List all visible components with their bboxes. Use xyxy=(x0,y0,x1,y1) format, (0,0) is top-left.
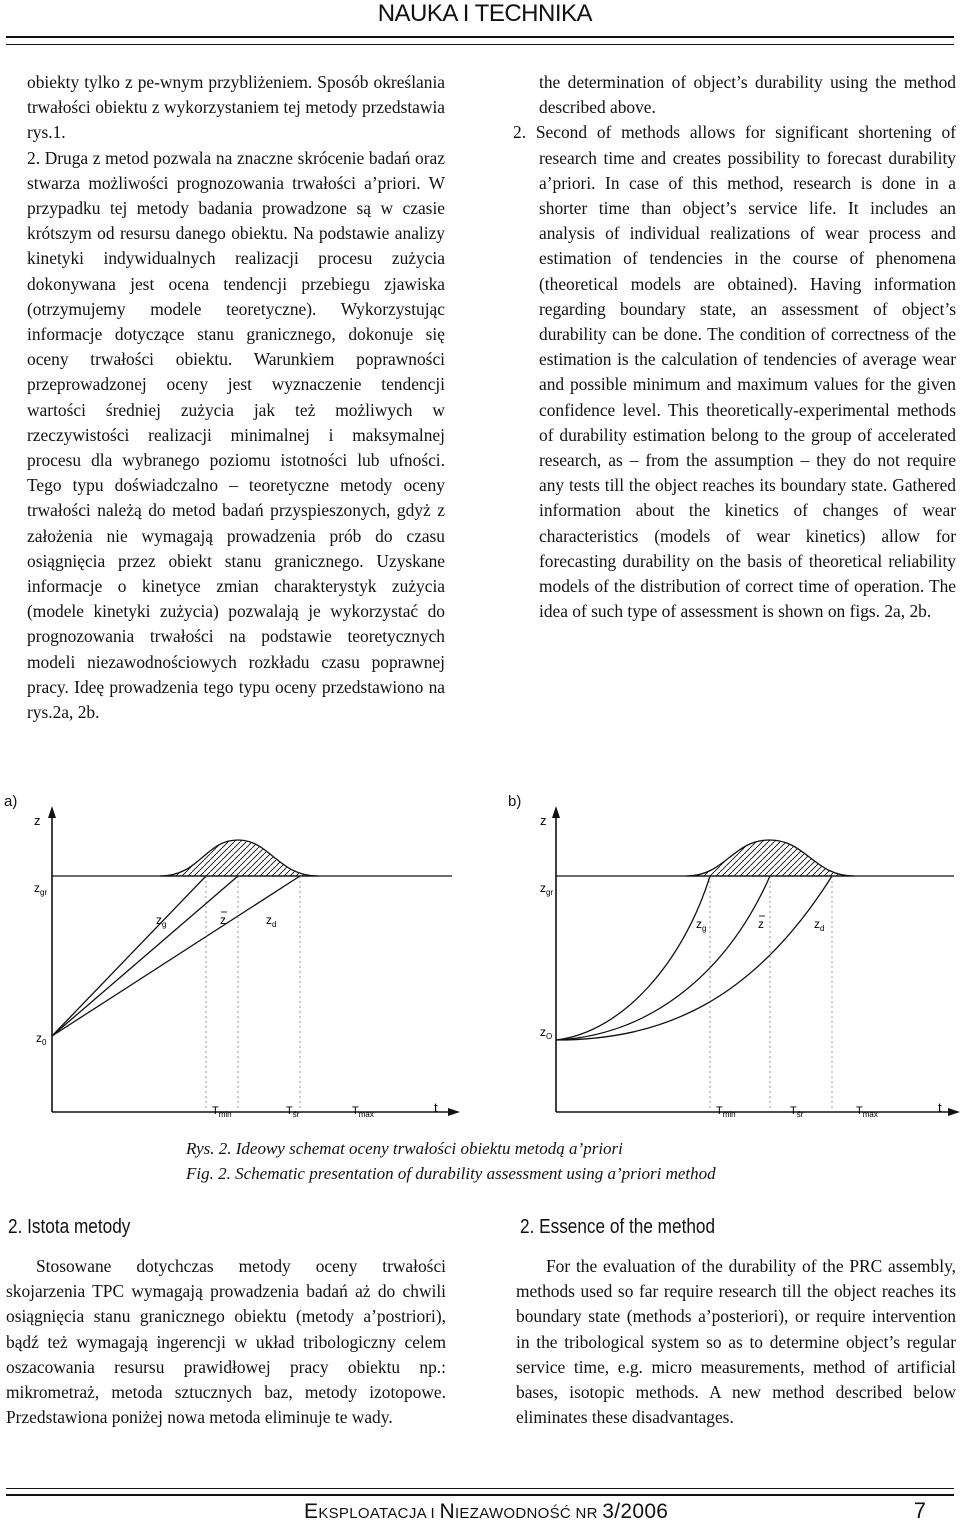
figure-panel-a xyxy=(0,800,460,1130)
tmax-label: T xyxy=(352,1105,359,1117)
svg-text:zd xyxy=(266,913,276,929)
z0-sub: 0 xyxy=(42,1038,47,1047)
panel-a-label: a) xyxy=(4,793,18,810)
z-axis-label: z xyxy=(34,813,41,828)
t-axis-label: t xyxy=(938,1100,942,1115)
svg-text:z0 xyxy=(36,1031,47,1047)
section-heading-pl: 2. Istota metody xyxy=(8,1216,131,1238)
svg-text:Tmax xyxy=(856,1105,878,1119)
tmax-sub: max xyxy=(358,1110,374,1119)
distribution-curve xyxy=(160,840,318,876)
zgr-label: z xyxy=(34,881,40,895)
curve-zg xyxy=(556,876,710,1040)
y-axis-arrow xyxy=(48,806,56,818)
svg-text:Tmin xyxy=(212,1105,232,1119)
svg-text:Tmin xyxy=(716,1105,736,1119)
distribution-curve xyxy=(686,840,854,876)
zbar-label: z xyxy=(758,917,764,931)
section-body-en-text: For the evaluation of the durability of the PRC assembly, methods used so far require research till the object reaches its boundary state (methods a’posteriori), or require intervention in the tribological system so as to determine object’s regular service time, e.g. micro measurements, method of artificial bases, isotopic methods. A new method described below eliminates these disadvantages. xyxy=(516,1256,956,1428)
x-axis-arrow xyxy=(448,1108,460,1116)
panel-b-label: b) xyxy=(508,793,522,810)
svg-text:zO xyxy=(540,1025,552,1041)
tmin-sub: min xyxy=(722,1110,736,1119)
zg-sub: g xyxy=(702,924,707,933)
section-body-en xyxy=(516,1254,956,1430)
section-body-pl-text: Stosowane dotychczas metody oceny trwałości skojarzenia TPC wymagają prowadzenia badań aż do chwili osiągnięcia stanu granicznego obiektu (metody a’postriori), bądź też wymagają ingerencji w układ tribologiczny celem oszacowania resursu prawidłowej pracy obiektu np.: mikrometraż, metoda sztucznych baz, metody izotopowe. Przedstawiona poniżej nowa metoda eliminuje te wady. xyxy=(6,1256,446,1428)
curve-zd xyxy=(556,876,832,1040)
line-zg xyxy=(52,876,206,1036)
zd-sub: d xyxy=(272,920,277,929)
footer-rule xyxy=(6,1488,954,1496)
page-number: 7 xyxy=(913,1498,926,1523)
section-heading-en: 2. Essence of the method xyxy=(520,1216,716,1238)
figure-caption xyxy=(186,1136,716,1186)
svg-text:z xyxy=(758,917,764,931)
svg-text:t xyxy=(938,1100,942,1115)
right-column-text xyxy=(513,70,956,624)
svg-text:z xyxy=(34,813,41,828)
svg-text:Tśr xyxy=(286,1105,300,1119)
line-zd xyxy=(52,876,300,1036)
y-axis-arrow xyxy=(552,806,560,818)
header-rule xyxy=(6,36,954,45)
tmin-label: T xyxy=(212,1105,219,1117)
line-zbar xyxy=(52,876,238,1036)
z0-label: z xyxy=(540,1025,546,1039)
tsr-sub: śr xyxy=(796,1110,804,1119)
zgr-sub: gr xyxy=(546,888,554,897)
left-paragraph-1: obiekty tylko z pe-wnym przybliżeniem. Sposób określania trwałości obiektu z wykorzystaniem tej metody przedstawia rys.1. xyxy=(27,72,445,143)
running-header: NAUKA I TECHNIKA xyxy=(377,0,592,27)
curve-zbar xyxy=(556,876,770,1040)
tmax-label: T xyxy=(856,1105,863,1117)
caption-en: Fig. 2. Schematic presentation of durability assessment using a’priori method xyxy=(186,1164,716,1183)
svg-text:Tmax xyxy=(352,1105,374,1119)
zd-label: z xyxy=(266,913,272,927)
zg-label: z xyxy=(696,917,702,931)
svg-text:zgr xyxy=(540,881,553,897)
z0-label: z xyxy=(36,1031,42,1045)
tsr-label: T xyxy=(790,1105,797,1117)
svg-text:zgr xyxy=(34,881,47,897)
left-column-text xyxy=(27,70,445,725)
left-paragraph-2: 2. Druga z metod pozwala na znaczne skrócenie badań oraz stwarza możliwości prognozowania trwałości a’priori. W przypadku tej metody badania prowadzone są w czasie krótszym od resursu danego obiektu. Na podstawie analizy kinetyki indywidualnych realizacji procesu zużycia dokonywana jest ocena tendencji przebiegu zjawiska (otrzymujemy modele teoretyczne). Wykorzystując informacje dotyczące stanu granicznego, dokonuje się oceny trwałości obiektu. Warunkiem poprawności przeprowadzonej oceny jest wyznaczenie tendencji wartości średniej zużycia jak też możliwych w rzeczywistości realizacji minimalnej i maksymalnej procesu dla wybranego poziomu istotności lub ufności. Tego typu doświadczalno – teoretyczne metody oceny trwałości należą do metod badań przyspieszonych, gdyż z założenia nie wymagają prowadzenia prób do czasu osiągnięcia przez obiekt stanu granicznego. Uzyskane informacje o kinetyce zmian charakterystyk zużycia (modele kinetyki zużycia) pozwalają je wykorzystać do prognozowania trwałości na podstawie teoretycznych modeli niezawodnościowych rozkładu czasu poprawnej pracy. Ideę prowadzenia tego typu oceny przedstawiono na rys.2a, 2b. xyxy=(27,147,445,723)
svg-text:zd xyxy=(814,917,824,933)
z-axis-label: z xyxy=(540,813,547,828)
t-axis-label: t xyxy=(434,1100,438,1115)
svg-text:zg xyxy=(696,917,706,933)
svg-text:Tśr xyxy=(790,1105,804,1119)
journal-footer: EKSPLOATACJA I NIEZAWODNOŚĆ NR 3/2006 xyxy=(304,1500,669,1523)
zgr-label: z xyxy=(540,881,546,895)
zg-label: z xyxy=(156,913,162,927)
z0-sub: O xyxy=(546,1032,553,1041)
zgr-sub: gr xyxy=(40,888,48,897)
tsr-sub: śr xyxy=(292,1110,300,1119)
zd-sub: d xyxy=(820,924,825,933)
zbar-label: z xyxy=(220,913,226,927)
caption-pl: Rys. 2. Ideowy schemat oceny trwałości obiektu metodą a’priori xyxy=(186,1139,623,1158)
tmin-sub: min xyxy=(218,1110,232,1119)
right-paragraph-2: 2. Second of methods allows for significant shortening of research time and creates possibility to forecast durability a’priori. In case of this method, research is done in a shorter time than object’s service life. It includes an analysis of individual realizations of wear process and estimation of tendencies in the course of phenomena (theoretical models are obtained). Having information regarding boundary state, an assessment of object’s durability can be done. The condition of correctness of the estimation is the calculation of tendencies of average wear and possible minimum and maximum values for the given confidence level. This theoretically-experimental methods of durability estimation belong to the group of accelerated research, as – from the assumption – they do not require any tests till the object reaches its boundary state. Gathered information about the kinetics of changes of wear characteristics (models of wear kinetics) allow for forecasting durability on the basis of theoretical reliability models of the distribution of correct time of operation. The idea of such type of assessment is shown on figs. 2a, 2b. xyxy=(513,122,956,622)
section-body-pl xyxy=(6,1254,446,1430)
zd-label: z xyxy=(814,917,820,931)
tmin-label: T xyxy=(716,1105,723,1117)
tsr-label: T xyxy=(286,1105,293,1117)
tmax-sub: max xyxy=(862,1110,878,1119)
zg-sub: g xyxy=(162,920,167,929)
svg-text:t xyxy=(434,1100,438,1115)
x-axis-arrow xyxy=(948,1108,960,1116)
svg-text:zg xyxy=(156,913,166,929)
svg-text:z xyxy=(540,813,547,828)
figure-panel-b xyxy=(504,800,960,1130)
right-paragraph-1: the determination of object’s durability using the method described above. xyxy=(539,72,956,118)
svg-text:z xyxy=(220,913,226,927)
